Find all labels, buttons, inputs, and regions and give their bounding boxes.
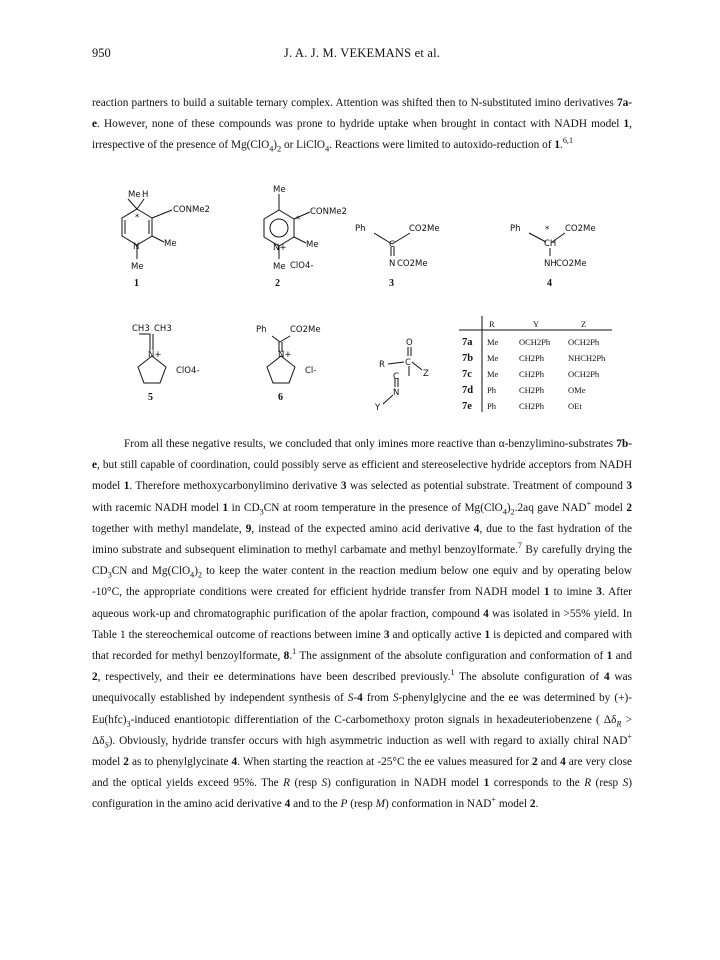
text-run: 4: [473, 522, 480, 535]
text-run: 2: [531, 756, 538, 769]
compound-1-label: Me: [131, 262, 144, 272]
text-run: are very close and the optical yields exceed 95%. The: [92, 756, 632, 790]
text-run: 7a-e: [92, 97, 632, 131]
compound-7-label: O: [406, 338, 413, 348]
text-run: as to phenylglycinate: [128, 756, 232, 769]
page-number: 950: [92, 46, 111, 60]
compound-1-label: H: [142, 190, 149, 200]
table-header-z: Z: [581, 319, 587, 329]
text-run: 4: [190, 570, 195, 580]
compound-2-label: Me: [306, 240, 319, 250]
text-run: -: [353, 692, 358, 705]
compound-2-label: ClO4-: [290, 261, 314, 271]
text-run: , irrespective of the presence of Mg(ClO: [92, 118, 632, 152]
table-cell: Me: [487, 369, 499, 379]
table-cell: OMe: [568, 385, 586, 395]
compound-7-label: Y: [375, 403, 381, 413]
table-cell: Ph: [487, 385, 496, 395]
text-run: 3: [626, 480, 633, 493]
text-run: 1: [484, 628, 491, 641]
table-row-id: 7e: [462, 401, 472, 412]
text-run: From all these negative results, we concluded that only imines more reactive than α-benzylimino-substrates: [124, 438, 617, 450]
compound-4-label: NH: [544, 259, 557, 269]
text-run: +: [627, 732, 632, 742]
table-row-id: 7b: [462, 353, 474, 364]
compound-4-label: Ph: [510, 224, 521, 234]
compound-1-label: Me: [164, 239, 177, 249]
compound-2-label: Me: [273, 185, 286, 195]
compound-number: 4: [547, 278, 552, 289]
compound-number: 6: [278, 392, 283, 403]
table-row-id: 7d: [462, 385, 474, 396]
table-cell: CH2Ph: [519, 385, 545, 395]
text-run: 7: [517, 541, 522, 551]
text-run: 2: [626, 501, 632, 514]
text-run: . Therefore methoxycarbonylimino derivative: [129, 480, 341, 493]
text-run: and: [612, 650, 632, 663]
text-run: > Δδ: [92, 713, 632, 747]
text-run: The absolute configuration of: [454, 671, 604, 684]
compound-4-label: CO2Me: [565, 224, 596, 234]
compound-6-label: N+: [278, 350, 292, 360]
text-run: 4: [603, 671, 610, 684]
text-run: 3: [340, 480, 347, 493]
text-run: 4: [357, 692, 363, 705]
compound-7-structure: [374, 338, 429, 413]
text-run: model: [92, 756, 124, 769]
text-run: 4: [325, 144, 330, 154]
text-run: ): [273, 139, 278, 152]
text-run: 1: [450, 668, 455, 678]
text-run: 1: [292, 647, 297, 657]
table-cell: OCH2Ph: [568, 337, 600, 347]
text-run: CN at room temperature in the presence of Mg(ClO: [263, 501, 503, 514]
text-run: ). Obviously, hydride transfer occurs with high asymmetric induction as well with regard to axially chiral NAD: [108, 734, 628, 747]
paragraph-2-text: [92, 434, 632, 816]
text-run: R: [283, 777, 291, 790]
text-run: M: [375, 798, 386, 811]
table-header-y: Y: [533, 319, 540, 329]
table-row-id: 7c: [462, 369, 472, 380]
compound-1-label: Me: [128, 190, 141, 200]
text-run: ) configuration in NADH model: [327, 777, 484, 790]
compound-7-label: Z: [423, 369, 429, 379]
compound-6-label: CO2Me: [290, 325, 321, 335]
text-run: 3: [126, 718, 131, 728]
text-run: +: [491, 795, 496, 805]
table-header-r: R: [489, 319, 495, 329]
compound-5-label: CH3: [132, 324, 150, 334]
text-run: , due to the fast hydration of the imino substrate and subsequent elimination to methyl carbamate and methyl benzoylformate.: [92, 522, 632, 557]
text-run: -phenylglycine and the ee was determined by (+)-Eu(hfc): [92, 692, 632, 726]
text-run: .: [535, 798, 539, 811]
compound-3-structure: [355, 224, 440, 289]
text-run: 3: [107, 570, 112, 580]
text-run: 4: [560, 756, 566, 769]
table-cell: CH2Ph: [519, 401, 545, 411]
text-run: with racemic NADH model: [92, 501, 223, 514]
compound-7-table: [459, 316, 612, 412]
stereocenter-mark: *: [545, 225, 550, 235]
compound-4-label: CO2Me: [556, 259, 587, 269]
text-run: S: [392, 692, 399, 705]
text-run: 3: [259, 506, 264, 516]
text-run: . Reactions were limited to autoxido-reduction of: [329, 139, 555, 152]
text-run: R: [584, 777, 592, 790]
compound-6-label: Cl-: [305, 366, 317, 376]
text-run: , but still capable of coordination, could possibly serve as efficient and stereoselective hydride acceptors from NADH model: [92, 459, 632, 493]
text-run: ): [506, 501, 511, 514]
compound-7-label: C: [405, 358, 411, 368]
compound-6-label: Ph: [256, 325, 267, 335]
text-run: in CD: [228, 501, 260, 514]
compound-2-label: Me: [273, 262, 286, 272]
text-run: S: [104, 740, 109, 750]
page-header: [92, 46, 632, 64]
text-run: ): [194, 565, 198, 578]
compound-5-label: CH3: [154, 324, 172, 334]
compound-1-label: N: [133, 242, 140, 252]
paragraph-2: [92, 434, 632, 816]
compound-5-label: N+: [148, 350, 162, 360]
text-run: . When starting the reaction at -25°C the ee values measured for: [237, 756, 532, 769]
table-cell: Me: [487, 353, 499, 363]
table-row-id: 7a: [462, 337, 473, 348]
text-run: together with methyl mandelate,: [92, 522, 246, 535]
text-run: 2: [529, 798, 536, 811]
text-run: and to the: [290, 798, 341, 811]
compound-3-label: N: [389, 259, 396, 269]
text-run: 1: [483, 777, 490, 790]
compound-3-label: CO2Me: [409, 224, 440, 234]
text-run: 1: [543, 586, 550, 599]
table-cell: Ph: [487, 401, 496, 411]
text-run: is depicted and compared with that recorded for methyl benzoylformate,: [92, 628, 632, 663]
text-run: ) conformation in NAD: [385, 798, 492, 811]
compound-7-label: N: [393, 388, 400, 398]
compound-number: 1: [134, 278, 139, 289]
text-run: model: [591, 501, 627, 514]
text-run: was isolated in >55% yield. In Table 1 the stereochemical outcome of reactions between imine: [92, 607, 632, 641]
text-run: model: [496, 798, 530, 811]
compound-5-label: ClO4-: [176, 366, 200, 376]
table-cell: OCH2Ph: [568, 369, 600, 379]
text-run: 1: [623, 118, 630, 131]
table-cell: CH2Ph: [519, 369, 545, 379]
stereocenter-mark: *: [135, 213, 140, 223]
compound-7-label: C: [393, 372, 399, 382]
text-run: and optically active: [389, 628, 485, 641]
text-run: from: [362, 692, 393, 705]
structures-svg: [92, 184, 632, 424]
compound-7-label: R: [379, 360, 385, 370]
text-run: +: [586, 498, 592, 508]
compound-6-structure: [256, 325, 321, 403]
text-run: 4: [284, 798, 291, 811]
text-run: (resp: [290, 777, 322, 790]
compound-number: 2: [275, 278, 280, 289]
compound-3-label: CO2Me: [397, 259, 428, 269]
text-run: (resp: [591, 777, 623, 790]
text-run: R: [616, 718, 622, 728]
compound-number: 5: [148, 392, 153, 403]
text-run: 3: [596, 586, 602, 599]
text-run: to imine: [549, 586, 597, 599]
text-run: 4: [502, 506, 507, 516]
text-run: S: [622, 777, 629, 790]
text-run: 4: [231, 756, 238, 769]
text-run: and: [537, 756, 561, 769]
compound-number: 3: [389, 278, 394, 289]
text-run: . However, none of these compounds was prone to hydride uptake when brought in contact with NADH model: [97, 118, 624, 131]
text-run: 4: [269, 144, 274, 154]
text-run: 2: [198, 570, 203, 580]
text-run: corresponds to the: [489, 777, 585, 790]
text-run: . After aqueous work-up and chromatographic purification of the apolar fraction, compound: [92, 586, 632, 620]
text-run: 1: [123, 480, 130, 493]
text-run: was unequivocally established by independent synthesis of: [92, 671, 632, 705]
table-cell: CH2Ph: [519, 353, 545, 363]
text-run: (resp: [347, 798, 376, 811]
text-run: 1: [222, 501, 229, 514]
text-run: ) configuration in the amino acid derivative: [92, 777, 633, 811]
compound-1-label: CONMe2: [173, 205, 210, 215]
text-run: -induced enantiotopic differentiation of the C-carbomethoxy proton signals in hexadeuteriobenzene ( Δδ: [130, 713, 617, 726]
text-run: .: [560, 139, 563, 152]
text-run: S: [321, 777, 328, 790]
compound-2-label: CONMe2: [310, 207, 347, 217]
compound-3-label: Ph: [355, 224, 366, 234]
text-run: The assignment of the absolute configuration and conformation of: [296, 650, 607, 663]
compound-4-label: CH: [544, 239, 557, 249]
text-run: 3: [383, 628, 390, 641]
chemical-structures-figure: [92, 184, 632, 424]
table-cell: OEt: [568, 401, 582, 411]
table-cell: Me: [487, 337, 499, 347]
stereocenter-mark: *: [296, 215, 301, 225]
text-run: 7b-e: [92, 438, 632, 472]
paragraph-1: [92, 93, 632, 157]
paragraph-1-text: [92, 93, 632, 157]
text-run: 2: [123, 756, 129, 769]
text-run: CN and Mg(ClO: [111, 565, 191, 578]
text-run: or LiClO: [281, 139, 326, 152]
compound-2-structure: [264, 185, 347, 289]
compound-1-structure: [122, 190, 210, 289]
text-run: 4: [483, 607, 489, 620]
compound-3-label: C: [389, 240, 395, 250]
compound-2-label: N+: [273, 243, 287, 253]
text-run: S: [347, 692, 354, 705]
table-cell: OCH2Ph: [519, 337, 551, 347]
text-run: 2: [510, 506, 515, 516]
text-run: , instead of the expected amino acid derivative: [251, 522, 474, 535]
text-run: .: [289, 650, 293, 663]
text-run: 2: [92, 671, 98, 684]
text-run: P: [340, 798, 348, 811]
compound-5-structure: [132, 324, 199, 403]
text-run: 2: [277, 144, 282, 154]
text-run: was selected as potential substrate. Treatment of compound: [346, 480, 627, 493]
text-run: By carefully drying the CD: [92, 544, 632, 578]
text-run: to keep the water content in the reaction medium below one equiv and by operating below -10°C, the appropriate conditions were created for efficient hydride transfer from NADH model: [92, 565, 632, 599]
text-run: 9: [245, 522, 252, 535]
text-run: 6,1: [562, 136, 574, 146]
text-run: 8: [283, 650, 290, 663]
table-cell: NHCH2Ph: [568, 353, 606, 363]
compound-4-structure: [510, 224, 596, 289]
text-run: 1: [554, 139, 561, 152]
running-head: J. A. J. M. VEKEMANS et al.: [283, 46, 441, 60]
text-run: .2aq gave NAD: [514, 501, 587, 514]
text-run: reaction partners to build a suitable ternary complex. Attention was shifted then to N-substituted imino derivatives: [92, 97, 617, 109]
text-run: 1: [606, 650, 613, 663]
text-run: , respectively, and their ee determinations have been described previously.: [97, 671, 451, 684]
